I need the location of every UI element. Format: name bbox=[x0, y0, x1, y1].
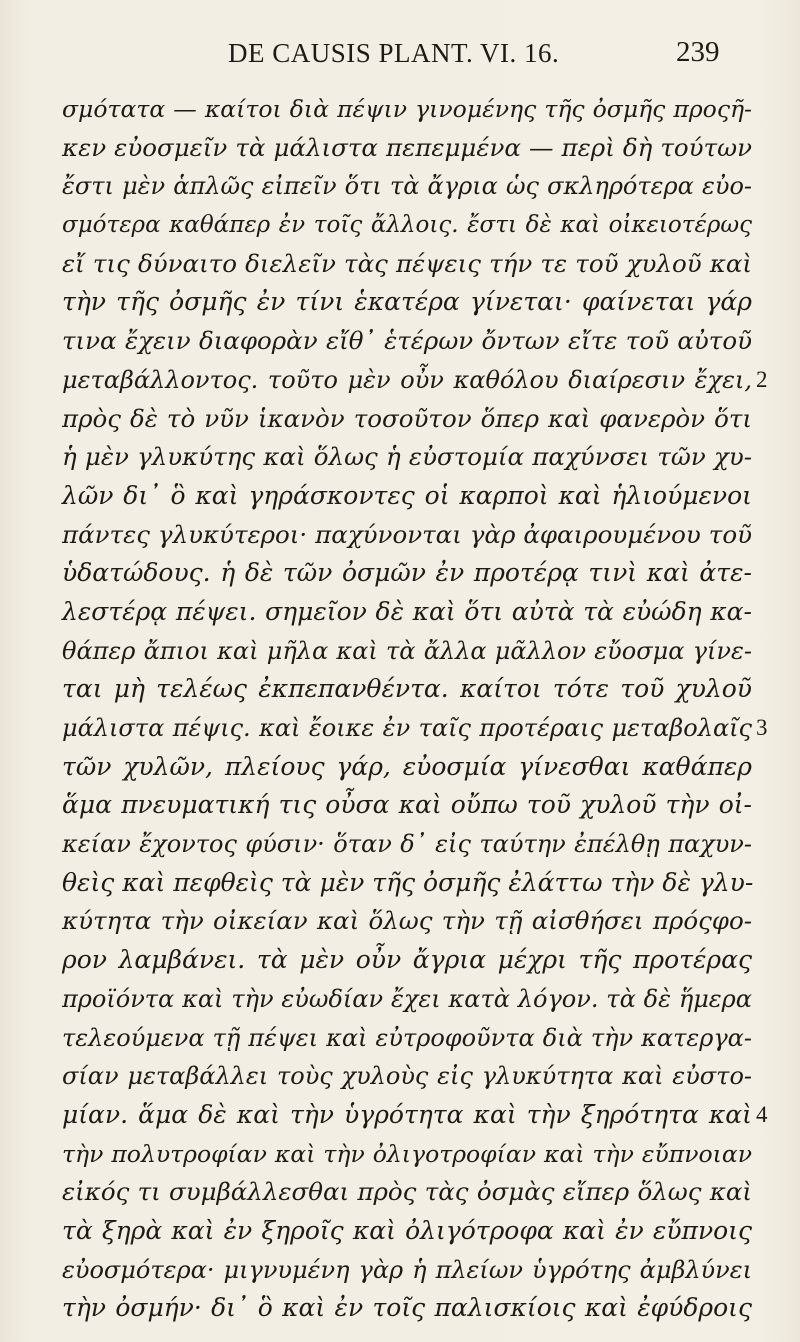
text-line: κεν εὐοσμεῖν τὰ μάλιστα πεπεμμένα — περὶ δὴ τούτων bbox=[62, 132, 752, 162]
text-line: μάλιστα πέψις. καὶ ἔοικε ἐν ταῖς προτέραις μεταβολαῖς bbox=[62, 714, 752, 742]
section-marginal-number: 3 bbox=[756, 715, 768, 741]
text-line: προϊόντα καὶ τὴν εὐωδίαν ἔχει κατὰ λόγον. τὰ δὲ ἥμερα bbox=[62, 984, 752, 1013]
text-line: πρὸς δὲ τὸ νῦν ἱκανὸν τοσοῦτον ὅπερ καὶ φανερὸν ὅτι bbox=[62, 403, 752, 433]
text-line: εὐοσμότερα· μιγνυμένη γὰρ ἡ πλείων ὑγρότης ἀμβλύνει bbox=[62, 1255, 752, 1284]
running-head bbox=[0, 34, 800, 74]
text-line: τελεούμενα τῇ πέψει καὶ εὐτροφοῦντα διὰ τὴν κατεργα- bbox=[62, 1023, 752, 1052]
text-line: θάπερ ἄπιοι καὶ μῆλα καὶ τὰ ἄλλα μᾶλλον εὔοσμα γίνε- bbox=[62, 636, 752, 665]
text-line: ρον λαμβάνει. τὰ μὲν οὖν ἄγρια μέχρι τῆς προτέρας bbox=[62, 945, 752, 975]
text-line: τὴν πολυτροφίαν καὶ τὴν ὀλιγοτροφίαν καὶ τὴν εὔπνοιαν bbox=[62, 1139, 752, 1168]
section-marginal-number: 4 bbox=[756, 1102, 768, 1128]
text-line: τὴν ὀσμήν· δι᾽ ὃ καὶ ἐν τοῖς παλισκίοις καὶ ἐφύδροις bbox=[62, 1293, 752, 1323]
text-line: τινα ἔχειν διαφορὰν εἴθ᾽ ἑτέρων ὄντων εἴτε τοῦ αὐτοῦ bbox=[62, 326, 752, 356]
text-line: κείαν ἔχοντος φύσιν· ὅταν δ᾽ εἰς ταύτην ἐπέλθῃ παχυν- bbox=[62, 830, 752, 859]
text-line: ἡ μὲν γλυκύτης καὶ ὅλως ἡ εὐστομία παχύνσει τῶν χυ- bbox=[62, 442, 752, 472]
running-title: DE CAUSIS PLANT. VI. 16. bbox=[228, 38, 560, 68]
text-line: εἴ τις δύναιτο διελεῖν τὰς πέψεις τήν τε τοῦ χυλοῦ καὶ bbox=[62, 248, 752, 278]
section-marginal-number: 2 bbox=[756, 366, 768, 392]
text-line: ται μὴ τελέως ἐκπεπανθέντα. καίτοι τότε τοῦ χυλοῦ bbox=[62, 674, 752, 704]
text-line: μεταβάλλοντος. τοῦτο μὲν οὖν καθόλου διαίρεσιν ἔχει, bbox=[62, 365, 752, 394]
text-line: λῶν δι᾽ ὃ καὶ γηράσκοντες οἱ καρποὶ καὶ ἡλιούμενοι bbox=[62, 480, 752, 510]
text-line: σμότατα — καίτοι διὰ πέψιν γινομένης τῆς ὀσμῆς προςῆ- bbox=[62, 95, 752, 123]
text-line: τὰ ξηρὰ καὶ ἐν ξηροῖς καὶ ὀλιγότροφα καὶ ἐν εὔπνοις bbox=[62, 1215, 752, 1245]
text-line: θεὶς καὶ πεφθεὶς τὰ μὲν τῆς ὀσμῆς ἐλάττω τὴν δὲ γλυ- bbox=[62, 867, 754, 897]
text-line: λεστέρᾳ πέψει. σημεῖον δὲ καὶ ὅτι αὐτὰ τὰ εὐώδη κα- bbox=[62, 596, 752, 626]
text-line: ὑδατώδους. ἡ δὲ τῶν ὀσμῶν ἐν προτέρᾳ τινὶ καὶ ἀτε- bbox=[62, 558, 752, 588]
body-text bbox=[62, 90, 752, 1328]
text-line: τῶν χυλῶν, πλείους γάρ, εὐοσμία γίνεσθαι καθάπερ bbox=[62, 751, 752, 781]
text-line: εἰκός τι συμβάλλεσθαι πρὸς τὰς ὀσμὰς εἴπερ ὅλως καὶ bbox=[62, 1177, 752, 1207]
text-line: ἔστι μὲν ἁπλῶς εἰπεῖν ὅτι τὰ ἄγρια ὡς σκληρότερα εὐο- bbox=[62, 172, 752, 201]
page-number: 239 bbox=[676, 36, 720, 68]
text-line: πάντες γλυκύτεροι· παχύνονται γὰρ ἀφαιρουμένου τοῦ bbox=[62, 519, 752, 549]
text-line: σίαν μεταβάλλει τοὺς χυλοὺς εἰς γλυκύτητα καὶ εὐστο- bbox=[62, 1062, 752, 1091]
text-line: σμότερα καθάπερ ἐν τοῖς ἄλλοις. ἔστι δὲ καὶ οἰκειοτέρως bbox=[62, 212, 752, 239]
text-line: ἅμα πνευματική τις οὖσα καὶ οὔπω τοῦ χυλοῦ τὴν οἰ- bbox=[62, 790, 752, 820]
text-line: τὴν τῆς ὀσμῆς ἐν τίνι ἑκατέρα γίνεται· φαίνεται γάρ bbox=[62, 287, 752, 317]
text-line: μίαν. ἅμα δὲ καὶ τὴν ὑγρότητα καὶ τὴν ξηρότητα καὶ bbox=[62, 1099, 752, 1129]
text-line: κύτητα τὴν οἰκείαν καὶ ὅλως τὴν τῇ αἰσθήσει πρόςφο- bbox=[62, 906, 752, 936]
